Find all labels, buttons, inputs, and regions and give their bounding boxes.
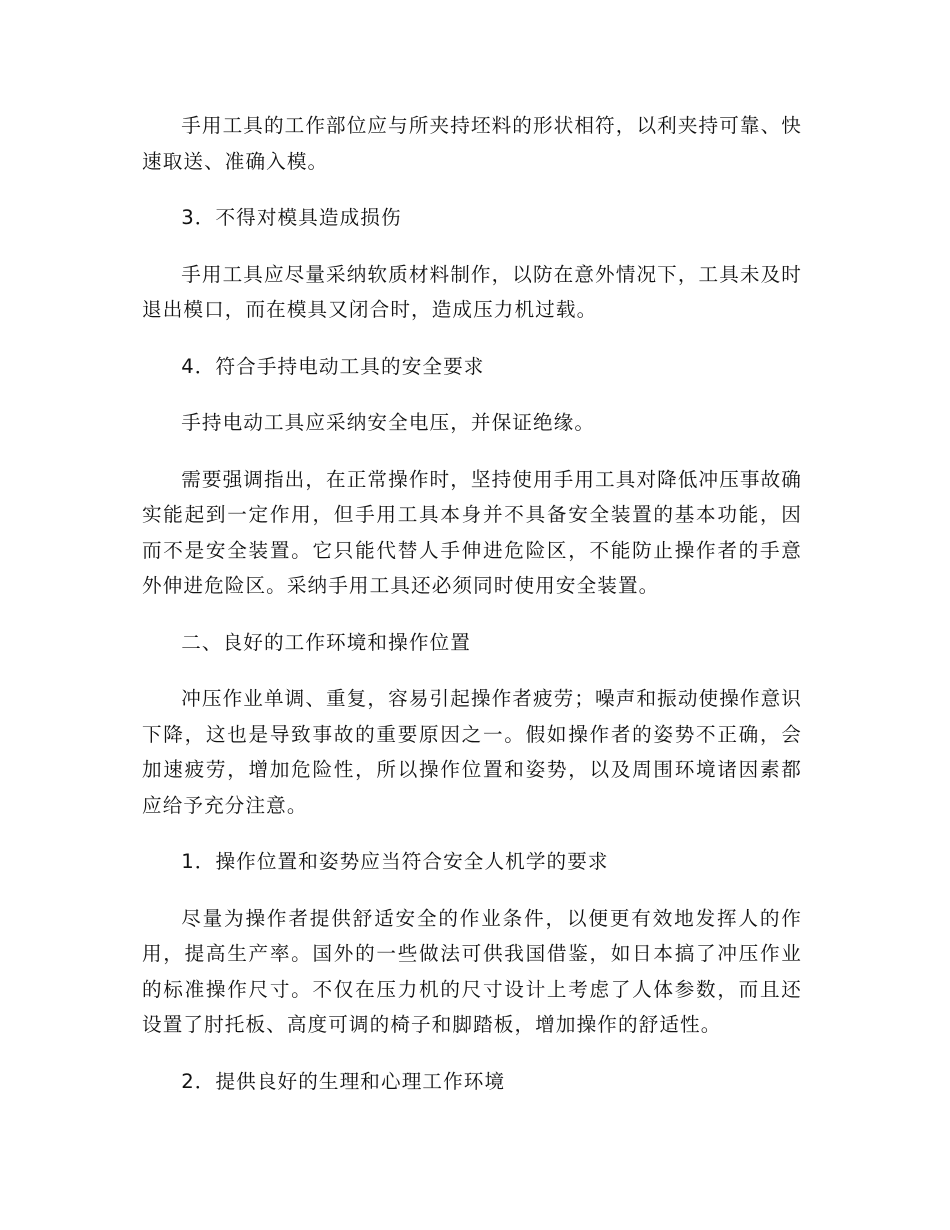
paragraph-comfortable-conditions: 尽量为操作者提供舒适安全的作业条件，以便更有效地发挥人的作用，提高生产率。国外的一些做法可供我国借鉴，如日本搞了冲压作业的标准操作尺寸。不仅在压力机的尺寸设计上考虑了人体参数，而且还设置了肘托板、高度可调的椅子和脚踏板，增加操作的舒适性。 — [142, 906, 802, 1036]
paragraph-emphasis: 需要强调指出，在正常操作时，坚持使用手用工具对降低冲压事故确实能起到一定作用，但手用工具本身并不具备安全装置的基本功能，因而不是安全装置。它只能代替人手伸进危险区，不能防止操作者的手意外伸进危险区。采纳手用工具还必须同时使用安全装置。 — [142, 467, 802, 597]
heading-ergonomics: 1．操作位置和姿势应当符合安全人机学的要求 — [181, 850, 609, 873]
section-heading-work-environment: 二、良好的工作环境和操作位置 — [181, 630, 471, 654]
heading-electric-tool-safety: 4．符合手持电动工具的安全要求 — [181, 354, 485, 378]
paragraph-tool-shape: 手用工具的工作部位应与所夹持坯料的形状相符，以利夹持可靠、快速取送、准确入模。 — [142, 114, 802, 173]
heading-physiological-environment: 2．提供良好的生理和心理工作环境 — [181, 1069, 506, 1093]
paragraph-fatigue: 冲压作业单调、重复，容易引起操作者疲劳；噪声和振动使操作意识下降，这也是导致事故的重要原因之一。假如操作者的姿势不正确，会加速疲劳，增加危险性，所以操作位置和姿势，以及周围环境诸因素都应给予充分注意。 — [142, 687, 802, 817]
heading-no-mold-damage: 3．不得对模具造成损伤 — [181, 206, 402, 229]
paragraph-soft-material: 手用工具应尽量采纳软质材料制作，以防在意外情况下，工具未及时退出模口，而在模具又闭合时，造成压力机过载。 — [142, 262, 802, 321]
paragraph-safe-voltage: 手持电动工具应采纳安全电压，并保证绝缘。 — [181, 411, 596, 434]
document-page — [142, 108, 802, 1099]
